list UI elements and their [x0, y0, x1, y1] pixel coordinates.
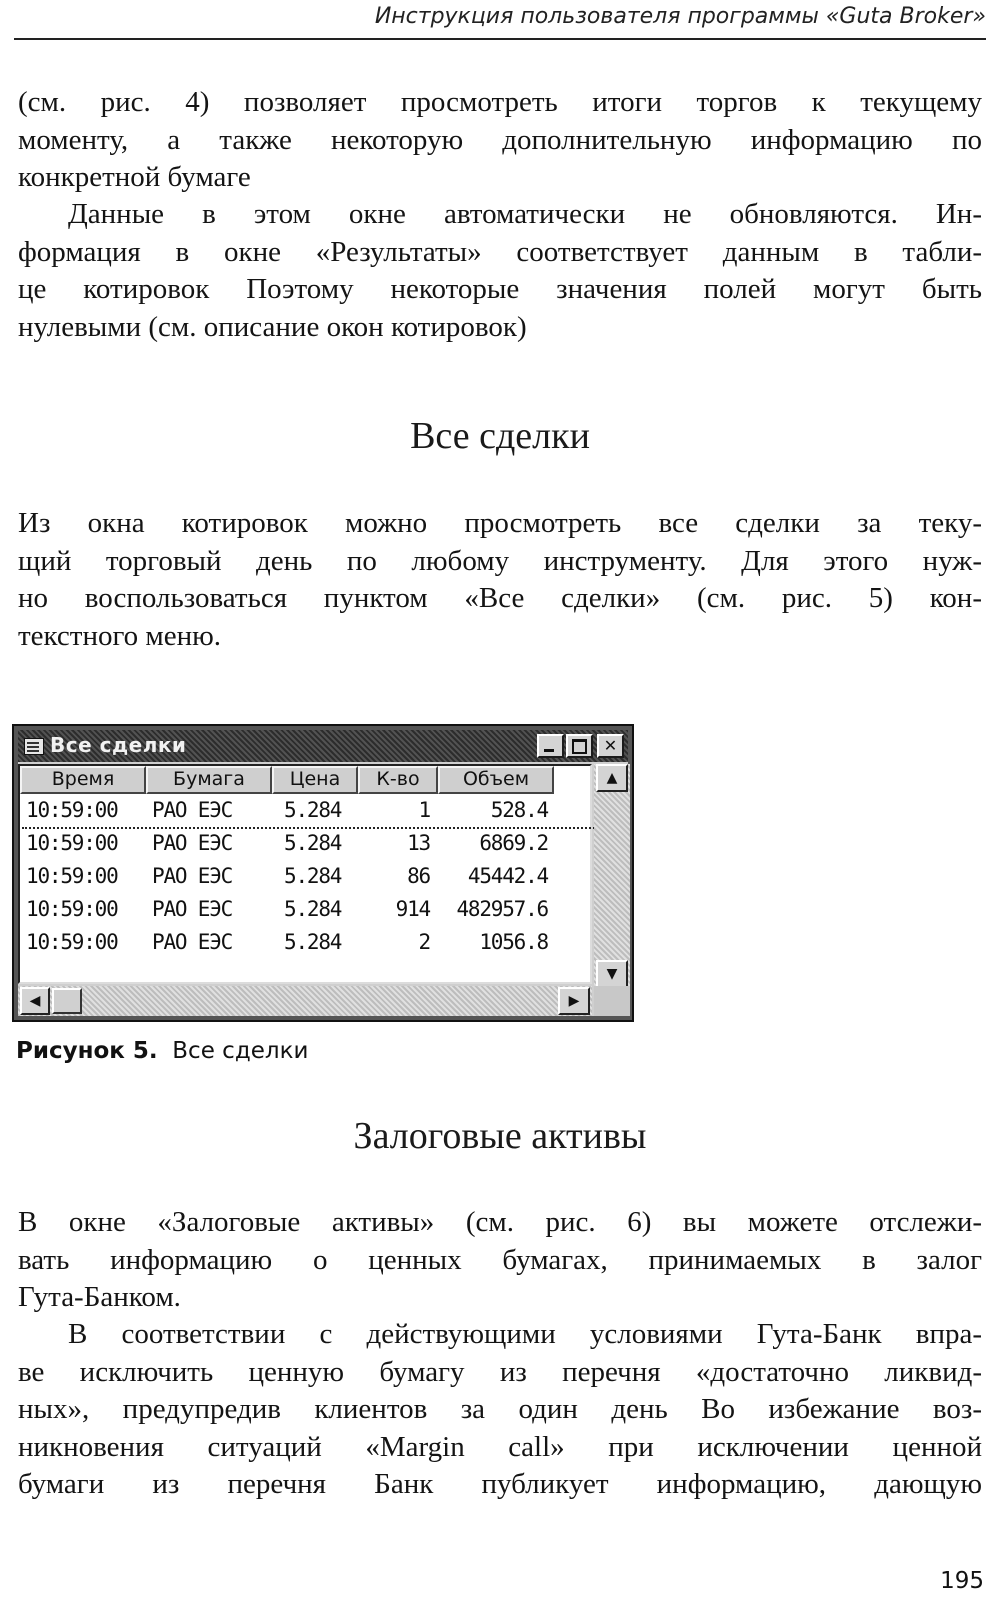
paragraph-all-trades — [18, 505, 982, 655]
text-line: конкретной бумаге — [18, 161, 251, 193]
column-header-volume[interactable]: Объем — [438, 766, 554, 794]
cell-price: 5.284 — [284, 798, 342, 822]
cell-quantity: 86 — [407, 864, 430, 888]
column-header-security[interactable]: Бумага — [146, 766, 272, 794]
cell-quantity: 13 — [407, 831, 430, 855]
figure-title: Все сделки — [172, 1038, 309, 1064]
grid-header — [20, 766, 590, 794]
cell-volume: 6869.2 — [479, 831, 548, 855]
minimize-button[interactable] — [537, 734, 564, 758]
figure-caption — [16, 1038, 308, 1064]
cell-volume: 45442.4 — [467, 864, 548, 888]
horizontal-scrollbar[interactable] — [18, 986, 592, 1016]
cell-quantity: 914 — [395, 897, 430, 921]
table-row[interactable] — [20, 926, 590, 959]
paragraph-exclusion-rules — [18, 1316, 982, 1504]
text-line: бумаги из перечня Банк публикует информацию, дающую — [18, 1468, 982, 1500]
text-line: (см. рис. 4) позволяет просмотреть итоги торгов к текущему — [18, 86, 982, 118]
cell-volume: 1056.8 — [479, 930, 548, 954]
scroll-down-icon[interactable]: ▼ — [596, 960, 628, 988]
scroll-left-icon[interactable]: ◀ — [20, 987, 50, 1015]
cell-price: 5.284 — [284, 930, 342, 954]
cell-price: 5.284 — [284, 864, 342, 888]
column-header-time[interactable]: Время — [20, 766, 146, 794]
cell-quantity: 1 — [418, 798, 430, 822]
text-line: Из окна котировок можно просмотреть все сделки за теку- — [18, 507, 982, 539]
text-line: нулевыми (см. описание окон котировок) — [18, 310, 527, 343]
cell-time: 10:59:00 — [26, 831, 118, 855]
all-trades-window — [12, 724, 634, 1022]
window-app-icon[interactable] — [24, 738, 44, 755]
text-line: Гута-Банком. — [18, 1281, 181, 1313]
trades-grid[interactable] — [18, 764, 592, 984]
table-row[interactable] — [20, 893, 590, 926]
table-row[interactable] — [20, 794, 590, 827]
column-header-price[interactable]: Цена — [272, 766, 358, 794]
text-line: текстного меню. — [18, 619, 222, 652]
text-line: Данные в этом окне автоматически не обновляются. Ин- — [68, 198, 982, 230]
cell-quantity: 2 — [418, 930, 430, 954]
paragraph-results-window — [18, 84, 982, 197]
cell-security: РАО ЕЭС — [152, 864, 233, 888]
scroll-thumb[interactable] — [52, 988, 82, 1014]
window-title: Все сделки — [50, 733, 187, 757]
close-button[interactable]: ✕ — [597, 734, 624, 758]
text-line: щий торговый день по любому инструменту. Для этого нуж- — [18, 544, 982, 577]
text-line: моменту, а также некоторую дополнительную информацию по — [18, 123, 982, 156]
cell-time: 10:59:00 — [26, 897, 118, 921]
cell-time: 10:59:00 — [26, 930, 118, 954]
text-line: це котировок Поэтому некоторые значения полей могут быть — [18, 273, 982, 305]
figure-label: Рисунок 5. — [16, 1038, 158, 1064]
text-line: формация в окне «Результаты» соответствует данным в табли- — [18, 235, 982, 268]
text-line: ве исключить ценную бумагу из перечня «достаточно ликвид- — [18, 1355, 982, 1388]
cell-volume: 528.4 — [490, 798, 548, 822]
focus-rectangle — [22, 827, 602, 829]
cell-security: РАО ЕЭС — [152, 897, 233, 921]
section-heading-all-trades: Все сделки — [410, 415, 590, 457]
column-header-quantity[interactable]: К-во — [358, 766, 438, 794]
cell-price: 5.284 — [284, 897, 342, 921]
cell-time: 10:59:00 — [26, 798, 118, 822]
scroll-up-icon[interactable]: ▲ — [596, 764, 628, 792]
section-heading-collateral: Залоговые активы — [353, 1115, 647, 1157]
header-rule — [14, 38, 986, 40]
running-head: Инструкция пользователя программы «Guta Broker» — [374, 4, 986, 29]
text-line: вать информацию о ценных бумагах, принимаемых в залог — [18, 1243, 982, 1276]
text-line: В окне «Залоговые активы» (см. рис. 6) вы можете отслежи- — [18, 1206, 982, 1238]
window-titlebar[interactable] — [18, 730, 628, 762]
size-grip[interactable] — [594, 986, 630, 1016]
window-body — [18, 730, 628, 1016]
cell-price: 5.284 — [284, 831, 342, 855]
cell-security: РАО ЕЭС — [152, 930, 233, 954]
maximize-button[interactable] — [566, 734, 593, 758]
table-row[interactable] — [20, 860, 590, 893]
paragraph-auto-update — [18, 196, 982, 346]
cell-security: РАО ЕЭС — [152, 798, 233, 822]
text-line: В соответствии с действующими условиями Гута-Банк впра- — [68, 1318, 982, 1350]
vertical-scrollbar[interactable] — [594, 764, 630, 988]
cell-security: РАО ЕЭС — [152, 831, 233, 855]
text-line: ных», предупредив клиентов за один день Во избежание воз- — [18, 1393, 982, 1425]
cell-volume: 482957.6 — [456, 897, 548, 921]
cell-time: 10:59:00 — [26, 864, 118, 888]
paragraph-collateral-window — [18, 1204, 982, 1317]
table-row[interactable] — [20, 827, 590, 860]
scroll-right-icon[interactable]: ▶ — [558, 987, 590, 1015]
page-number: 195 — [940, 1568, 984, 1594]
text-line: никновения ситуаций «Margin call» при исключении ценной — [18, 1430, 982, 1463]
text-line: но воспользоваться пунктом «Все сделки» (см. рис. 5) кон- — [18, 582, 982, 614]
